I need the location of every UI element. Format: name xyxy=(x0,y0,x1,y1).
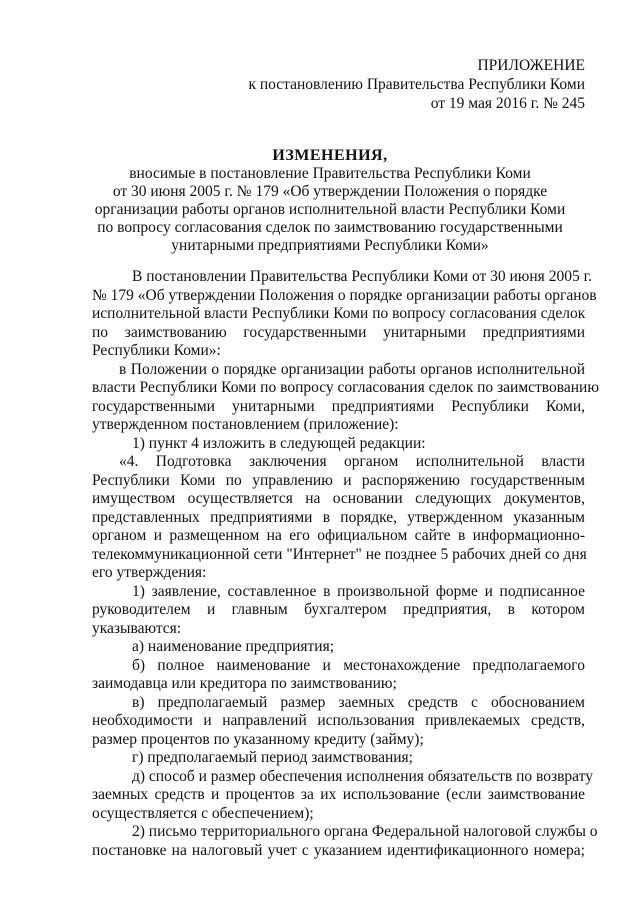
subtitle-line: унитарными предприятиями Республики Коми» xyxy=(171,237,489,254)
body-line: «4. Подготовка заключения органом исполнительной власти xyxy=(119,453,585,470)
body-line: а) наименование предприятия; xyxy=(132,638,335,655)
document-title: ИЗМЕНЕНИЯ, xyxy=(272,147,388,164)
body-line: размер процентов по указанному кредиту (займу); xyxy=(92,730,424,748)
appendix-label: ПРИЛОЖЕНИЕ xyxy=(477,57,585,74)
body-line: заимодавца или кредитора по заимствованию; xyxy=(92,675,397,692)
body-line: 1) пункт 4 изложить в следующей редакции: xyxy=(132,434,426,452)
subtitle-line: вносимые в постановление Правительства Республики Коми xyxy=(129,165,531,182)
document-body xyxy=(92,268,599,860)
body-line: № 179 «Об утверждении Положения о порядке организации работы органов xyxy=(92,286,597,304)
body-line: 2) письмо территориального органа Федеральной налоговой службы о xyxy=(132,823,598,840)
appendix-reference: к постановлению Правительства Республики Коми xyxy=(248,76,585,93)
subtitle-line: от 30 июня 2005 г. № 179 «Об утверждении Положения о порядке xyxy=(112,183,548,200)
body-line: власти Республики Коми по вопросу согласования сделок по заимствованию xyxy=(92,379,599,396)
body-line: органом и размещенном на его официальном сайте в информационно- xyxy=(92,527,585,544)
body-line: телекоммуникационной сети "Интернет" не позднее 5 рабочих дней со дня xyxy=(92,545,587,563)
subtitle-line: организации работы органов исполнительной власти Республики Коми xyxy=(94,201,566,218)
body-line: д) способ и размер обеспечения исполнения обязательств по возврату xyxy=(132,767,593,785)
body-line: Республики Коми»: xyxy=(92,342,221,359)
subtitle-line: по вопросу согласования сделок по заимствованию государственными xyxy=(97,219,563,236)
body-line: указываются: xyxy=(92,619,182,637)
body-line: осуществляется с обеспечением); xyxy=(92,804,314,822)
body-line: Республики Коми по управлению и распоряжению государственным xyxy=(92,471,585,489)
body-line: его утверждения: xyxy=(92,564,207,581)
body-line: заемных средств и процентов за их использование (если заимствование xyxy=(92,786,585,803)
body-line: В постановлении Правительства Республики Коми от 30 июня 2005 г. xyxy=(132,268,593,285)
body-line: имуществом осуществляется на основании следующих документов, xyxy=(92,490,585,507)
body-line: б) полное наименование и местонахождение предполагаемого xyxy=(132,656,585,674)
body-line: утвержденном постановлением (приложение): xyxy=(92,416,399,433)
body-line: руководителем и главным бухгалтером предприятия, в котором xyxy=(92,601,585,618)
body-line: по заимствованию государственными унитарными предприятиями xyxy=(92,323,585,341)
body-line: г) предполагаемый период заимствования; xyxy=(132,749,413,766)
body-line: в Положении о порядке организации работы органов исполнительной xyxy=(119,360,585,378)
body-line: в) предполагаемый размер заемных средств с обоснованием xyxy=(132,693,585,711)
body-line: представленных предприятиями в порядке, утвержденном указанным xyxy=(92,508,585,526)
appendix-date: от 19 мая 2016 г. № 245 xyxy=(430,95,585,112)
body-line: государственными унитарными предприятиями Республики Коми, xyxy=(92,397,585,415)
body-line: исполнительной власти Республики Коми по вопросу согласования сделок xyxy=(92,305,586,322)
body-line: постановке на налоговый учет с указанием идентификационного номера; xyxy=(92,841,585,859)
body-line: 1) заявление, составленное в произвольной форме и подписанное xyxy=(132,582,585,600)
body-line: необходимости и направлений использования привлекаемых средств, xyxy=(92,712,585,729)
